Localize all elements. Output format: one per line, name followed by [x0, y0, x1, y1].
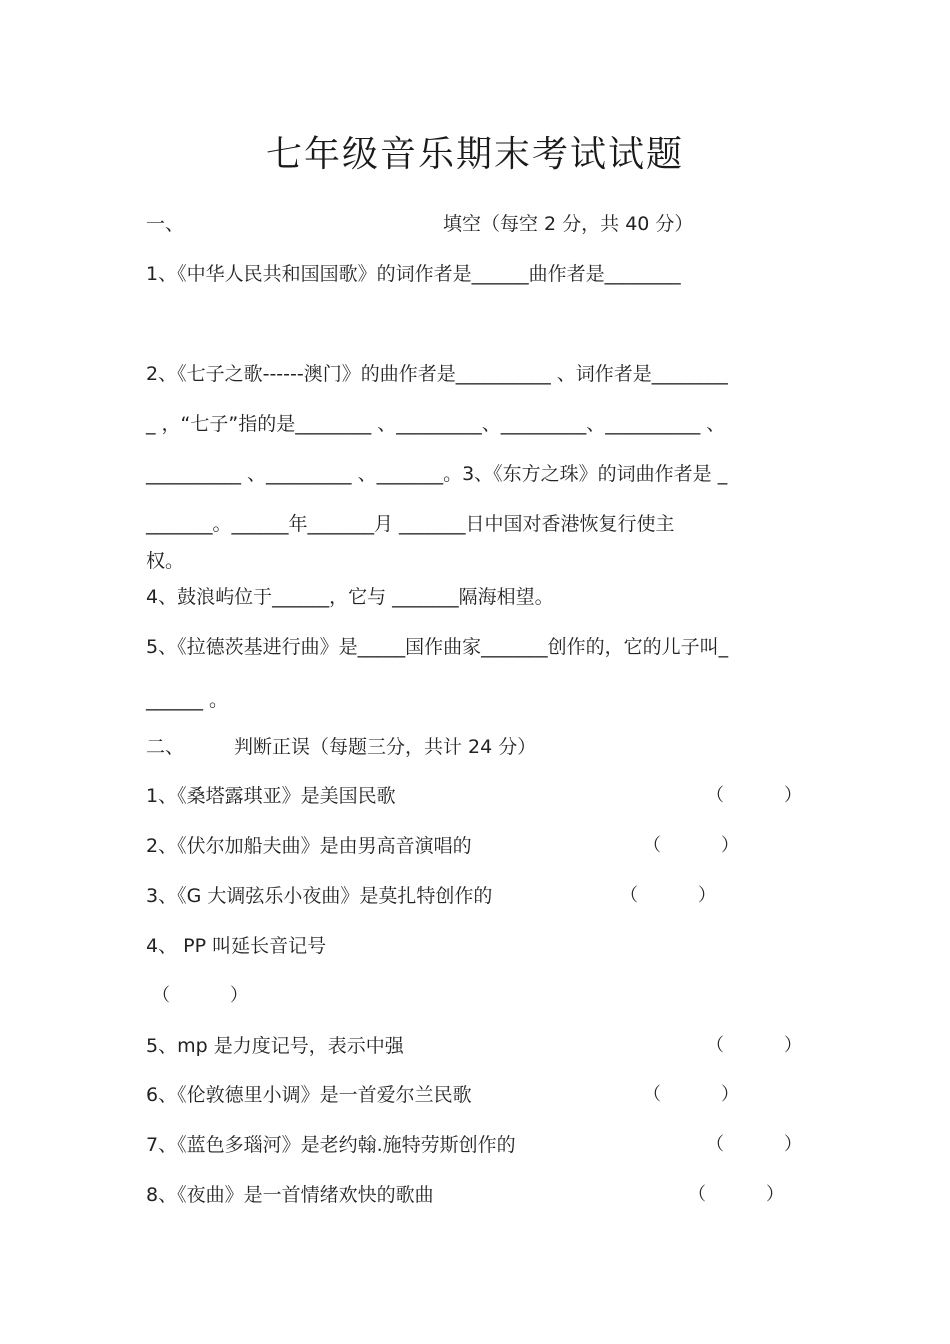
answer-parens-8: （ ） [688, 1184, 784, 1205]
answer-parens-5: （ ） [706, 1035, 802, 1056]
judge-item-8: 8、《夜曲》是一首情绪欢快的歌曲 [146, 1184, 434, 1206]
judge-item-5: 5、mp 是力度记号，表示中强 [146, 1035, 404, 1057]
fill-question-2-cont: _ ，“七子”指的是________ 、_________、_________、__________ 、 [146, 413, 726, 435]
answer-parens-2: （ ） [643, 835, 739, 856]
judge-item-1: 1、《桑塔露琪亚》是美国民歌 [146, 785, 396, 807]
answer-parens-4: （ ） [152, 985, 248, 1006]
judge-item-4: 4、 PP 叫延长音记号 [146, 935, 327, 957]
fill-question-5: 5、《拉德茨基进行曲》是_____国作曲家_______创作的，它的儿子叫_ [146, 636, 729, 658]
judge-item-6: 6、《伦敦德里小调》是一首爱尔兰民歌 [146, 1084, 472, 1106]
answer-parens-3: （ ） [620, 885, 716, 906]
judge-item-3: 3、《G 大调弦乐小夜曲》是莫扎特创作的 [146, 885, 493, 907]
fill-question-3-end: 权。 [146, 550, 185, 572]
section2-heading: 判断正误（每题三分，共计 24 分） [234, 736, 537, 758]
section1-heading: 填空（每空 2 分，共 40 分） [443, 213, 694, 235]
section1-number: 一、 [146, 213, 185, 235]
fill-question-1: 1、《中华人民共和国国歌》的词作者是______曲作者是________ [146, 263, 681, 285]
fill-question-3-cont: _______。______年_______月 _______日中国对香港恢复行使主 [146, 513, 675, 535]
fill-question-2: 2、《七子之歌------澳门》的曲作者是__________ 、词作者是________ [146, 363, 728, 385]
fill-question-4: 4、鼓浪屿位于______，它与 _______隔海相望。 [146, 586, 554, 608]
fill-question-3: __________ 、_________ 、_______。3、《东方之珠》的词曲作者是 _ [146, 463, 728, 485]
judge-item-2: 2、《伏尔加船夫曲》是由男高音演唱的 [146, 835, 472, 857]
judge-item-7: 7、《蓝色多瑙河》是老约翰.施特劳斯创作的 [146, 1134, 516, 1156]
section2-number: 二、 [146, 736, 185, 758]
answer-parens-1: （ ） [706, 785, 802, 806]
answer-parens-7: （ ） [706, 1134, 802, 1155]
exam-title: 七年级音乐期末考试试题 [265, 134, 684, 175]
answer-parens-6: （ ） [643, 1084, 739, 1105]
fill-question-5-cont: ______ 。 [146, 689, 229, 711]
